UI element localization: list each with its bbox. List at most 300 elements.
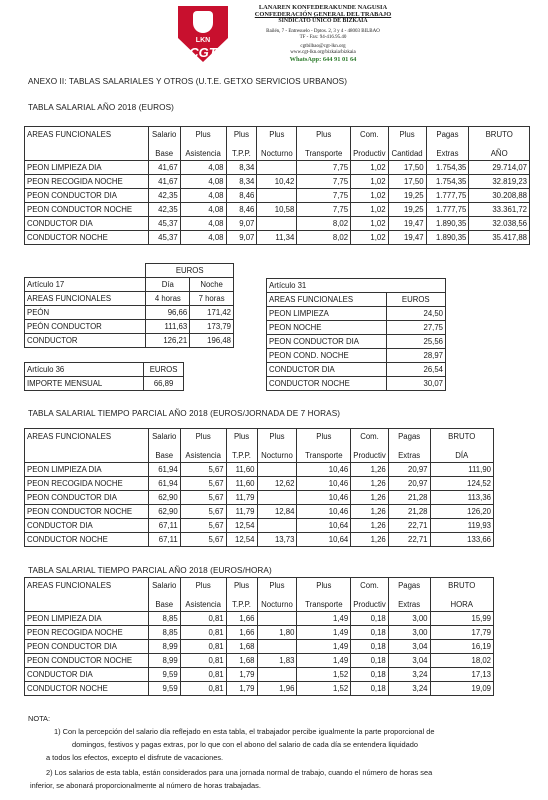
table-cell: 196,48 (190, 334, 234, 348)
table-cell: 62,90 (148, 505, 180, 519)
table-cell: 0,81 (180, 654, 226, 668)
column-subheader: Nocturno (257, 148, 297, 161)
table-cell: 0,18 (351, 612, 389, 626)
table-cell: 4,08 (180, 161, 226, 175)
table-cell: 10,46 (297, 477, 351, 491)
table-cell: 11,60 (226, 477, 257, 491)
table-row (25, 306, 234, 320)
letterhead-web: www.cgt-lkn.org/bizkaia/bizkaia (290, 50, 356, 55)
column-header: Plus (180, 429, 226, 451)
table-cell: 4,08 (180, 175, 226, 189)
column-subheader: Transporte (297, 148, 351, 161)
table-cell: 1,79 (226, 668, 257, 682)
table-cell: 21,28 (388, 491, 430, 505)
row-label: PEON LIMPIEZA DIA (25, 161, 149, 175)
table-cell: 3,00 (388, 626, 430, 640)
row-label: PEON CONDUCTOR DIA (25, 189, 149, 203)
row-label: CONDUCTOR DIA (25, 217, 149, 231)
column-subheader: T.P.P. (226, 599, 257, 612)
art17-areas-header: AREAS FUNCIONALES (25, 292, 146, 306)
table-cell (257, 640, 297, 654)
table-row (25, 477, 494, 491)
column-header: Plus (257, 578, 297, 600)
table-cell: 1.777,75 (426, 203, 469, 217)
table-cell: 5,67 (180, 519, 226, 533)
table-cell: 7,75 (297, 203, 351, 217)
logo-lkn-text: LKN (195, 37, 211, 44)
table-cell: 1,49 (297, 612, 351, 626)
table-cell: 17,50 (388, 161, 426, 175)
table-row (267, 363, 446, 377)
table-cell: 1,52 (297, 682, 351, 696)
table-cell: 7,75 (297, 175, 351, 189)
table-cell: 17,50 (388, 175, 426, 189)
table-row (267, 377, 446, 391)
table-cell: 4,08 (180, 217, 226, 231)
table-cell: 7,75 (297, 189, 351, 203)
column-subheader: Productiv (351, 599, 389, 612)
table-row (25, 668, 494, 682)
row-label: CONDUCTOR NOCHE (25, 231, 149, 245)
column-subheader: Cantidad (388, 148, 426, 161)
table-cell: 19,25 (388, 203, 426, 217)
note2-line1: 2) Los salarios de esta tabla, están considerados para una jornada normal de trabajo, cuando el número de horas sea (46, 768, 433, 777)
column-header: Pagas (388, 429, 430, 451)
letterhead-email: cgtbilbao@cgt-lkn.org (300, 44, 346, 49)
column-subheader: Productiv (351, 148, 389, 161)
table-cell: 26,54 (386, 363, 445, 377)
column-header: Pagas (426, 127, 469, 149)
table-cell: 61,94 (148, 463, 180, 477)
table-cell: 3,00 (388, 612, 430, 626)
table-cell: 8,02 (297, 217, 351, 231)
table-cell: 9,59 (148, 668, 180, 682)
letterhead-line2: CONFEDERACIÓN GENERAL DEL TRABAJO (254, 11, 392, 18)
table-row (25, 654, 494, 668)
cgt-logo (178, 6, 228, 62)
table-cell: 126,20 (430, 505, 494, 519)
column-subheader: DÍA (430, 450, 494, 463)
column-subheader (25, 148, 149, 161)
table-cell: 173,79 (190, 320, 234, 334)
art36-euros-header: EUROS (144, 363, 184, 377)
table-cell: 3,04 (388, 654, 430, 668)
art17-table (24, 263, 234, 348)
art17-col-dia: Día (146, 278, 190, 292)
art31-title: Artículo 31 (267, 279, 446, 293)
table-cell: 1,26 (351, 519, 389, 533)
table-cell: 10,64 (297, 519, 351, 533)
table-cell: 1,49 (297, 626, 351, 640)
table-cell: 1,68 (226, 640, 257, 654)
table-cell: 10,64 (297, 533, 351, 547)
table-cell: 30,07 (386, 377, 445, 391)
table-cell: 11,79 (226, 505, 257, 519)
table-cell: 4,08 (180, 231, 226, 245)
table-cell: 0,81 (180, 682, 226, 696)
note2-line2: inferior, se abonará proporcionalmente al número de horas trabajadas. (30, 781, 261, 790)
table-cell: 8,85 (148, 626, 180, 640)
table-cell: 19,25 (388, 189, 426, 203)
column-header: Plus (180, 578, 226, 600)
table-cell: 1,49 (297, 654, 351, 668)
table-row (25, 519, 494, 533)
table-cell: 9,59 (148, 682, 180, 696)
row-label: PEON NOCHE (267, 321, 387, 335)
table-cell: 1.777,75 (426, 189, 469, 203)
table-cell: 8,34 (226, 161, 257, 175)
table-cell (257, 189, 297, 203)
table-cell: 8,02 (297, 231, 351, 245)
row-label: PEON RECOGIDA NOCHE (25, 626, 149, 640)
table-cell: 1,96 (257, 682, 297, 696)
table-row (267, 349, 446, 363)
fist-icon (193, 11, 213, 33)
column-header: Com. (351, 127, 389, 149)
row-label: PEÓN CONDUCTOR (25, 320, 146, 334)
art36-label: IMPORTE MENSUAL (25, 377, 144, 391)
table-row (25, 491, 494, 505)
table-cell: 4,08 (180, 203, 226, 217)
table-row (25, 175, 530, 189)
table-cell: 41,67 (148, 161, 180, 175)
table-cell: 28,97 (386, 349, 445, 363)
art17-euros-header: EUROS (146, 264, 234, 278)
table-cell: 1,83 (257, 654, 297, 668)
row-label: PEON LIMPIEZA (267, 307, 387, 321)
table-cell: 25,56 (386, 335, 445, 349)
table-cell: 0,18 (351, 654, 389, 668)
table-cell: 21,28 (388, 505, 430, 519)
table-cell: 10,58 (257, 203, 297, 217)
column-header: Plus (257, 127, 297, 149)
column-header: Plus (388, 127, 426, 149)
table-cell: 5,67 (180, 491, 226, 505)
table-cell: 1,66 (226, 612, 257, 626)
table-cell: 67,11 (148, 533, 180, 547)
table-row (25, 682, 494, 696)
column-subheader (25, 599, 149, 612)
table-cell (257, 491, 297, 505)
row-label: PEON CONDUCTOR DIA (25, 640, 149, 654)
note1-line2: domingos, festivos y pagas extras, por lo que con el abono del salario de cada día se entendera liquidado (72, 740, 418, 749)
table-cell: 17,13 (430, 668, 494, 682)
table-cell: 10,42 (257, 175, 297, 189)
table-row (267, 321, 446, 335)
table-row (25, 334, 234, 348)
table-cell: 1.754,35 (426, 161, 469, 175)
table-cell (257, 463, 297, 477)
table-cell: 5,67 (180, 505, 226, 519)
letterhead-whatsapp: WhatsApp: 644 91 01 64 (289, 56, 357, 63)
table-cell: 10,46 (297, 463, 351, 477)
column-subheader: Transporte (297, 450, 351, 463)
table-cell: 1,66 (226, 626, 257, 640)
table-cell: 7,75 (297, 161, 351, 175)
table-row (25, 640, 494, 654)
column-header: Salario (148, 429, 180, 451)
table-cell: 45,37 (148, 231, 180, 245)
row-label: PEON CONDUCTOR DIA (25, 491, 149, 505)
table1-title: TABLA SALARIAL AÑO 2018 (EUROS) (28, 103, 174, 112)
table-cell: 1,02 (351, 203, 389, 217)
document-title: ANEXO II: TABLAS SALARIALES Y OTROS (U.T.E. GETXO SERVICIOS URBANOS) (28, 77, 348, 86)
column-subheader: Base (148, 450, 180, 463)
table-row (25, 203, 530, 217)
row-label: PEON LIMPIEZA DIA (25, 612, 149, 626)
row-label: PEON CONDUCTOR NOCHE (25, 654, 149, 668)
table-cell: 1.890,35 (426, 217, 469, 231)
column-subheader: Asistencia (180, 450, 226, 463)
letterhead-address: Bailén, 7 - Entresuelo - Dptos. 2, 3 y 4 - 48003 BILBAO (266, 29, 380, 34)
art36-title: Artículo 36 (25, 363, 144, 377)
art31-table (266, 278, 446, 391)
table-cell: 0,81 (180, 668, 226, 682)
column-subheader: Extras (426, 148, 469, 161)
table-cell: 29.714,07 (469, 161, 530, 175)
column-header: BRUTO (469, 127, 530, 149)
table-row (25, 533, 494, 547)
column-subheader: T.P.P. (226, 148, 257, 161)
column-header: AREAS FUNCIONALES (25, 127, 149, 149)
table-cell: 30.208,88 (469, 189, 530, 203)
column-header: Plus (226, 429, 257, 451)
table-cell: 96,66 (146, 306, 190, 320)
table-cell: 113,36 (430, 491, 494, 505)
row-label: PEON RECOGIDA NOCHE (25, 175, 149, 189)
table-cell: 19,47 (388, 231, 426, 245)
table-cell: 32.819,23 (469, 175, 530, 189)
table-cell: 111,63 (146, 320, 190, 334)
table-cell: 1,68 (226, 654, 257, 668)
art17-title: Artículo 17 (25, 278, 146, 292)
art36-value: 66,89 (144, 377, 184, 391)
column-subheader: Nocturno (257, 599, 297, 612)
row-label: PEON CONDUCTOR NOCHE (25, 505, 149, 519)
column-subheader: Base (148, 599, 180, 612)
table-cell: 10,46 (297, 491, 351, 505)
table-cell: 111,90 (430, 463, 494, 477)
table-cell: 19,47 (388, 217, 426, 231)
row-label: CONDUCTOR NOCHE (25, 533, 149, 547)
column-header: Pagas (388, 578, 430, 600)
art31-areas-header: AREAS FUNCIONALES (267, 293, 387, 307)
table-row (25, 189, 530, 203)
column-subheader: Productiv (351, 450, 389, 463)
annual-salary-table (24, 126, 530, 245)
table-cell: 35.417,88 (469, 231, 530, 245)
table2-title: TABLA SALARIAL TIEMPO PARCIAL AÑO 2018 (EUROS/JORNADA DE 7 HORAS) (28, 409, 341, 418)
column-subheader: Extras (388, 450, 430, 463)
column-subheader: Asistencia (180, 148, 226, 161)
table-cell: 20,97 (388, 477, 430, 491)
table-cell: 1,02 (351, 189, 389, 203)
art31-euros-header: EUROS (386, 293, 445, 307)
notes-label: NOTA: (28, 714, 51, 723)
table-cell: 12,84 (257, 505, 297, 519)
table-cell: 1,80 (257, 626, 297, 640)
table-cell: 5,67 (180, 463, 226, 477)
table-cell: 5,67 (180, 477, 226, 491)
table-row (267, 335, 446, 349)
table-cell: 1,02 (351, 175, 389, 189)
table-cell: 41,67 (148, 175, 180, 189)
table-row (25, 463, 494, 477)
table-cell: 1,26 (351, 533, 389, 547)
art17-col-4h: 4 horas (146, 292, 190, 306)
table-cell (257, 217, 297, 231)
column-header: BRUTO (430, 578, 494, 600)
table-cell: 0,81 (180, 626, 226, 640)
table-cell: 9,07 (226, 217, 257, 231)
column-subheader: Transporte (297, 599, 351, 612)
row-label: CONDUCTOR DIA (25, 519, 149, 533)
column-subheader: T.P.P. (226, 450, 257, 463)
table-row (25, 161, 530, 175)
art36-table (24, 362, 184, 391)
table-cell: 20,97 (388, 463, 430, 477)
table-cell: 1,79 (226, 682, 257, 696)
table-cell: 13,73 (257, 533, 297, 547)
table-cell: 0,81 (180, 640, 226, 654)
column-subheader: Nocturno (257, 450, 297, 463)
table-cell: 12,54 (226, 533, 257, 547)
table-cell: 171,42 (190, 306, 234, 320)
letterhead (238, 4, 408, 64)
table-cell: 8,46 (226, 203, 257, 217)
row-label: CONDUCTOR NOCHE (25, 682, 149, 696)
letterhead-phone: TF - Fax: 94-416.95.40 (299, 35, 347, 40)
table-cell: 42,35 (148, 203, 180, 217)
column-header: Plus (180, 127, 226, 149)
table-cell: 3,24 (388, 668, 430, 682)
table-cell: 8,85 (148, 612, 180, 626)
table-cell: 17,79 (430, 626, 494, 640)
table-row (25, 612, 494, 626)
table-cell (257, 161, 297, 175)
table-cell: 1,26 (351, 463, 389, 477)
column-header: Salario (148, 127, 180, 149)
daily-parttime-table (24, 428, 494, 547)
table-cell: 0,18 (351, 682, 389, 696)
column-subheader: Base (148, 148, 180, 161)
table-cell: 1,02 (351, 231, 389, 245)
column-header: AREAS FUNCIONALES (25, 578, 149, 600)
table-cell: 19,09 (430, 682, 494, 696)
column-header: BRUTO (430, 429, 494, 451)
table-cell: 0,81 (180, 612, 226, 626)
letterhead-line1: LANAREN KONFEDERAKUNDE NAGUSIA (258, 4, 388, 11)
column-header: Plus (297, 578, 351, 600)
table-cell: 1.754,35 (426, 175, 469, 189)
table-cell: 45,37 (148, 217, 180, 231)
table-row (25, 231, 530, 245)
row-label: PEON CONDUCTOR NOCHE (25, 203, 149, 217)
column-header: Plus (226, 127, 257, 149)
table-cell: 5,67 (180, 533, 226, 547)
table-cell: 11,79 (226, 491, 257, 505)
table-cell: 1.890,35 (426, 231, 469, 245)
table-cell (257, 519, 297, 533)
table-cell: 133,66 (430, 533, 494, 547)
table-row (25, 217, 530, 231)
table-cell: 4,08 (180, 189, 226, 203)
art17-col-7h: 7 horas (190, 292, 234, 306)
table-cell: 12,62 (257, 477, 297, 491)
table-cell: 12,54 (226, 519, 257, 533)
table-cell (257, 612, 297, 626)
table-cell: 8,46 (226, 189, 257, 203)
table-cell (257, 668, 297, 682)
art17-col-noche: Noche (190, 278, 234, 292)
table-cell: 11,60 (226, 463, 257, 477)
table-cell: 1,26 (351, 505, 389, 519)
logo-cgt-text: CGT (189, 45, 217, 60)
row-label: CONDUCTOR DIA (25, 668, 149, 682)
table-row (25, 320, 234, 334)
column-header: Plus (226, 578, 257, 600)
table-cell: 24,50 (386, 307, 445, 321)
table-cell: 119,93 (430, 519, 494, 533)
column-header: Com. (351, 429, 389, 451)
row-label: PEON CONDUCTOR DIA (267, 335, 387, 349)
table-cell: 0,18 (351, 640, 389, 654)
table-cell: 8,99 (148, 640, 180, 654)
row-label: CONDUCTOR NOCHE (267, 377, 387, 391)
row-label: CONDUCTOR (25, 334, 146, 348)
row-label: PEÓN (25, 306, 146, 320)
column-header: Plus (257, 429, 297, 451)
table-cell: 1,02 (351, 217, 389, 231)
column-subheader: AÑO (469, 148, 530, 161)
table-cell: 0,18 (351, 626, 389, 640)
table-cell: 9,07 (226, 231, 257, 245)
column-subheader (25, 450, 149, 463)
table-cell: 1,49 (297, 640, 351, 654)
hourly-parttime-table (24, 577, 494, 696)
table-cell: 3,24 (388, 682, 430, 696)
table-row (267, 307, 446, 321)
row-label: PEON RECOGIDA NOCHE (25, 477, 149, 491)
table-cell: 18,02 (430, 654, 494, 668)
table-cell: 62,90 (148, 491, 180, 505)
column-header: Plus (297, 127, 351, 149)
table-cell: 15,99 (430, 612, 494, 626)
table-cell: 1,02 (351, 161, 389, 175)
table-row (25, 505, 494, 519)
table-cell: 124,52 (430, 477, 494, 491)
table-cell: 1,26 (351, 477, 389, 491)
column-header: Com. (351, 578, 389, 600)
note1-line3: a todos los efectos, excepto el disfrute de vacaciones. (46, 753, 224, 762)
table-cell: 3,04 (388, 640, 430, 654)
table-cell: 22,71 (388, 533, 430, 547)
table-cell: 32.038,56 (469, 217, 530, 231)
column-header: Salario (148, 578, 180, 600)
table-cell: 22,71 (388, 519, 430, 533)
row-label: PEON LIMPIEZA DIA (25, 463, 149, 477)
table-cell: 67,11 (148, 519, 180, 533)
row-label: PEON COND. NOCHE (267, 349, 387, 363)
table-cell: 8,99 (148, 654, 180, 668)
table-cell: 16,19 (430, 640, 494, 654)
row-label: CONDUCTOR DIA (267, 363, 387, 377)
table-cell: 8,34 (226, 175, 257, 189)
table-cell: 1,52 (297, 668, 351, 682)
letterhead-line3: SINDICATO ÚNICO DE BIZKAIA (278, 18, 368, 24)
column-header: AREAS FUNCIONALES (25, 429, 149, 451)
table-cell: 42,35 (148, 189, 180, 203)
